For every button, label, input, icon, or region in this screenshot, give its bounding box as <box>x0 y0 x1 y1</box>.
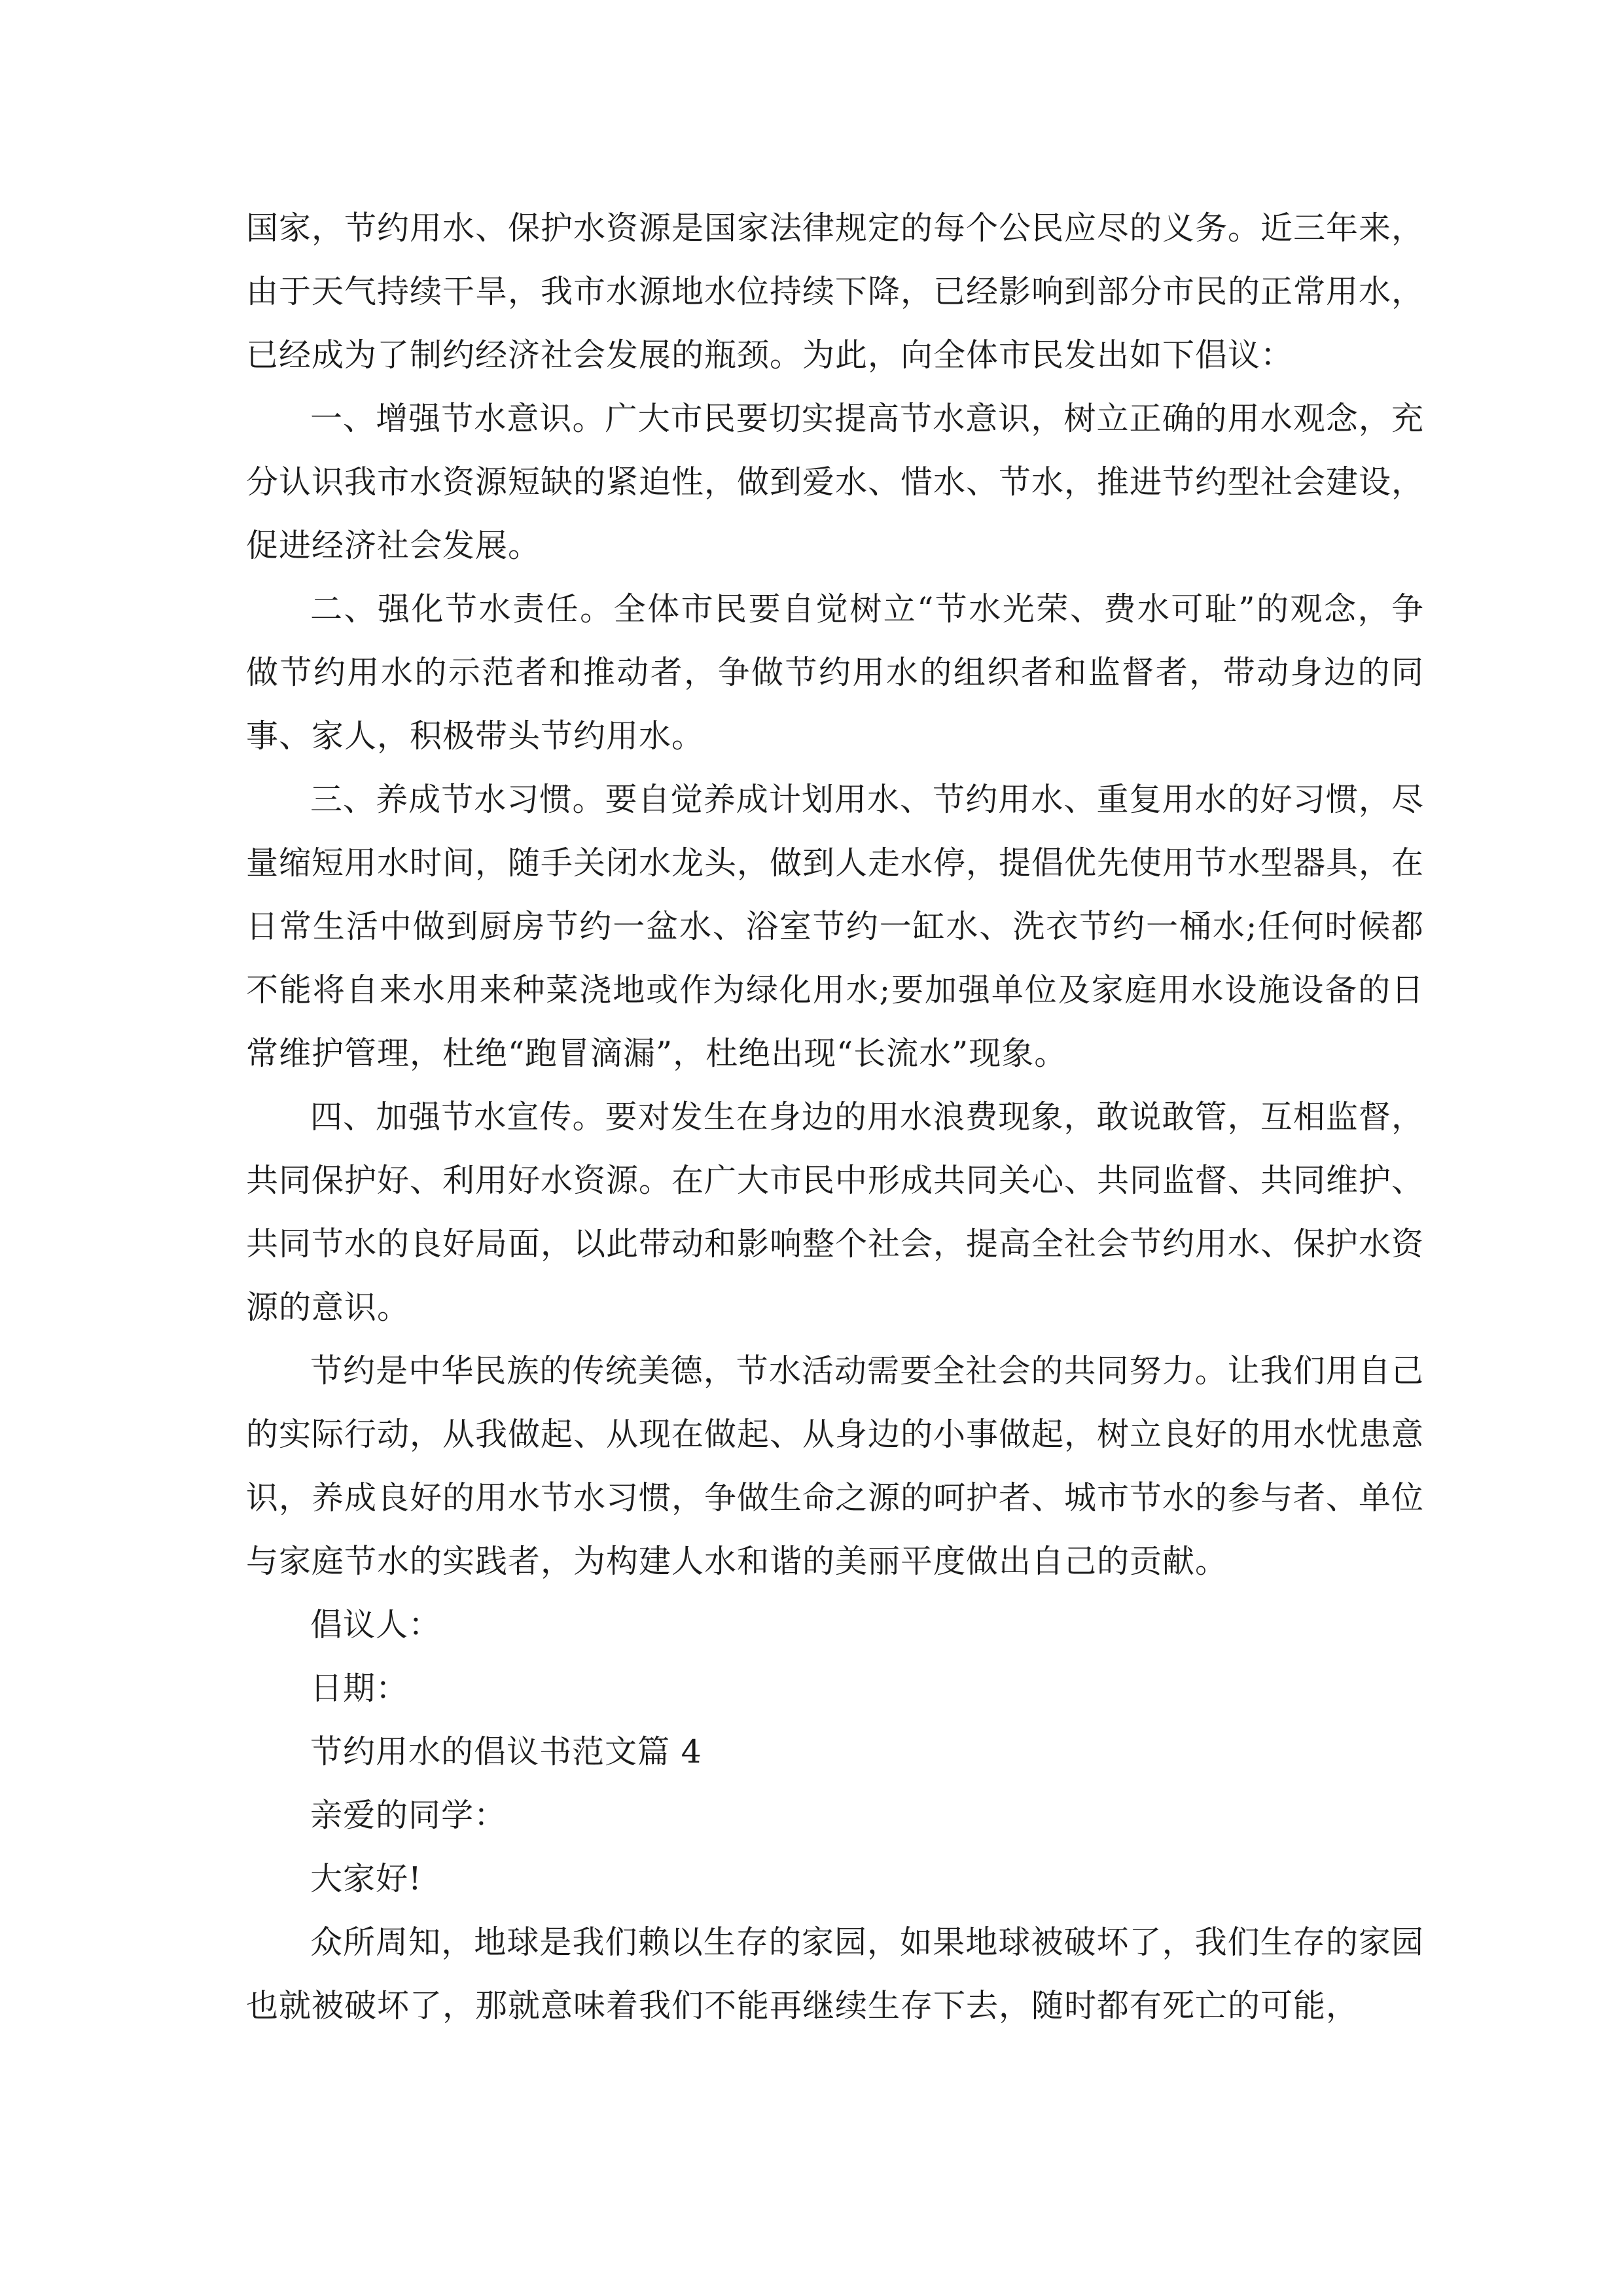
signature-initiator: 倡议人： <box>310 1606 442 1643</box>
paragraph-new-letter-body: 众所周知，地球是我们赖以生存的家园，如果地球被破坏了，我们生存的家园也就被破坏了，那就意味着我们不能再继续生存下去，随时都有死亡的可能， <box>246 1924 1424 2024</box>
signature-date: 日期： <box>310 1670 409 1707</box>
paragraph-item-one: 一、增强节水意识。广大市民要切实提高节水意识，树立正确的用水观念，充分认识我市水资源短缺的紧迫性，做到爱水、惜水、节水，推进节约型社会建设，促进经济社会发展。 <box>246 400 1425 564</box>
paragraph-conclusion: 节约是中华民族的传统美德，节水活动需要全社会的共同努力。让我们用自己的实际行动，从我做起、从现在做起、从身边的小事做起，树立良好的用水忧患意识，养成良好的用水节水习惯，争做生命之源的呵护者、城市节水的参与者、单位与家庭节水的实践者，为构建人水和谐的美丽平度做出自己的贡献。 <box>246 1352 1425 1580</box>
paragraph-intro-continued: 国家，节约用水、保护水资源是国家法律规定的每个公民应尽的义务。近三年来，由于天气持续干旱，我市水源地水位持续下降，已经影响到部分市民的正常用水，已经成为了制约经济社会发展的瓶颈。为此，向全体市民发出如下倡议： <box>246 209 1425 374</box>
document-body <box>246 196 1424 2037</box>
paragraph-item-three: 三、养成节水习惯。要自觉养成计划用水、节约用水、重复用水的好习惯，尽量缩短用水时间，随手关闭水龙头，做到人走水停，提倡优先使用节水型器具，在日常生活中做到厨房节约一盆水、浴室节约一缸水、洗衣节约一桶水;任何时候都不能将自来水用来种菜浇地或作为绿化用水;要加强单位及家庭用水设施设备的日常维护管理，杜绝“跑冒滴漏”，杜绝出现“长流水”现象。 <box>246 781 1425 1072</box>
paragraph-item-two: 二、强化节水责任。全体市民要自觉树立“节水光荣、费水可耻”的观念，争做节约用水的示范者和推动者，争做节约用水的组织者和监督者，带动身边的同事、家人，积极带头节约用水。 <box>246 590 1424 755</box>
salutation: 亲爱的同学： <box>310 1797 507 1834</box>
paragraph-item-four: 四、加强节水宣传。要对发生在身边的用水浪费现象，敢说敢管，互相监督，共同保护好、利用好水资源。在广大市民中形成共同关心、共同监督、共同维护、共同节水的良好局面，以此带动和影响整个社会，提高全社会节约用水、保护水资源的意识。 <box>246 1098 1425 1326</box>
greeting: 大家好! <box>310 1860 422 1897</box>
section-title: 节约用水的倡议书范文篇 4 <box>310 1733 702 1770</box>
